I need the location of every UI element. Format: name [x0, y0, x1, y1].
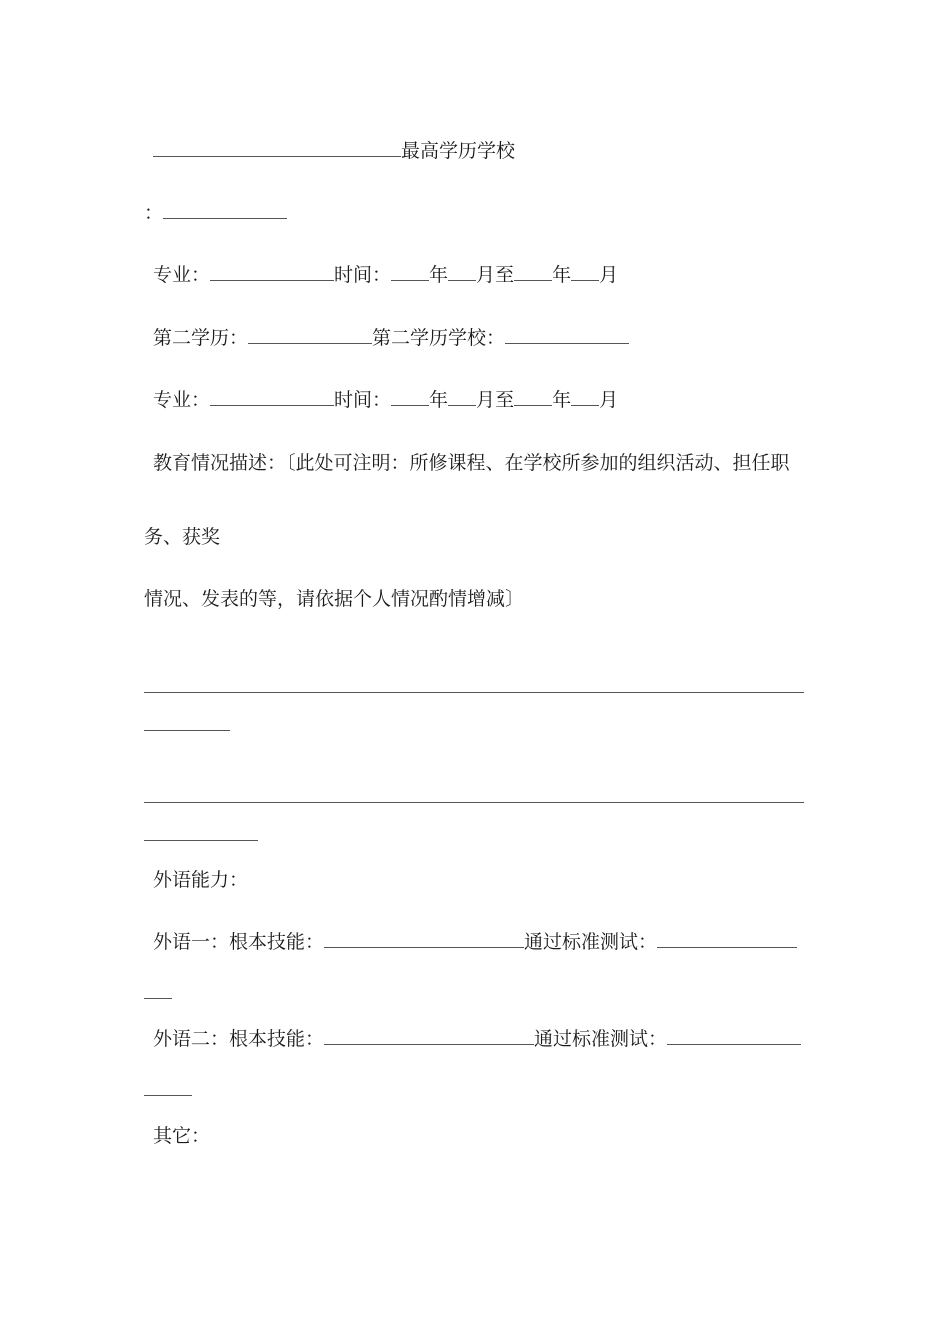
education-desc-line-3: 情况、发表的等，请依据个人情况酌情增减〕	[144, 588, 525, 610]
month-label: 月	[599, 264, 619, 286]
major-blank[interactable]	[210, 388, 334, 406]
major-row-2	[153, 388, 618, 412]
start-month-blank[interactable]	[448, 263, 476, 281]
language-2-skill-blank[interactable]	[324, 1027, 534, 1045]
language-2-continuation-line[interactable]	[144, 1095, 192, 1096]
year-label: 年	[552, 389, 572, 411]
highest-school-blank[interactable]	[153, 139, 401, 157]
education-desc-line-1: 教育情况描述：〔此处可注明：所修课程、在学校所参加的组织活动、担任职	[153, 452, 790, 474]
language-1-test-blank[interactable]	[657, 930, 797, 948]
education-desc-line-2: 务、获奖	[144, 526, 221, 548]
colon-label: ：	[144, 202, 164, 224]
language-2-test-label: 通过标准测试：	[534, 1028, 668, 1050]
month-label: 月	[476, 264, 496, 286]
major-row-1	[153, 263, 618, 287]
highest-school-value-row	[144, 201, 287, 225]
end-year-blank[interactable]	[514, 263, 552, 281]
second-degree-school-label: 第二学历学校：	[372, 327, 506, 349]
second-degree-label: 第二学历：	[153, 327, 249, 349]
end-month-blank[interactable]	[571, 388, 599, 406]
year-label: 年	[429, 264, 449, 286]
second-degree-blank[interactable]	[248, 326, 372, 344]
language-2-row	[153, 1027, 801, 1051]
language-heading: 外语能力：	[153, 869, 249, 891]
writing-line[interactable]	[144, 840, 258, 841]
year-label: 年	[429, 389, 449, 411]
start-year-blank[interactable]	[391, 388, 429, 406]
other-label: 其它：	[153, 1125, 211, 1147]
second-degree-school-blank[interactable]	[505, 326, 629, 344]
highest-school-row	[153, 139, 515, 163]
language-1-test-label: 通过标准测试：	[524, 931, 658, 953]
second-degree-row	[153, 326, 629, 350]
writing-line[interactable]	[144, 730, 230, 731]
writing-line[interactable]	[144, 692, 804, 693]
language-1-row	[153, 930, 797, 954]
to-label: 至	[495, 264, 515, 286]
language-2-test-blank[interactable]	[667, 1027, 801, 1045]
major-label: 专业：	[153, 264, 211, 286]
highest-school-label: 最高学历学校	[401, 140, 516, 162]
highest-school-value-blank[interactable]	[163, 201, 287, 219]
start-month-blank[interactable]	[448, 388, 476, 406]
month-label: 月	[476, 389, 496, 411]
language-1-skill-blank[interactable]	[324, 930, 524, 948]
end-year-blank[interactable]	[514, 388, 552, 406]
time-label: 时间：	[334, 264, 392, 286]
end-month-blank[interactable]	[571, 263, 599, 281]
writing-line[interactable]	[144, 802, 804, 803]
start-year-blank[interactable]	[391, 263, 429, 281]
language-1-label: 外语一：根本技能：	[153, 931, 325, 953]
language-2-label: 外语二：根本技能：	[153, 1028, 325, 1050]
major-label: 专业：	[153, 389, 211, 411]
month-label: 月	[599, 389, 619, 411]
year-label: 年	[552, 264, 572, 286]
to-label: 至	[495, 389, 515, 411]
time-label: 时间：	[334, 389, 392, 411]
language-1-continuation-line[interactable]	[144, 998, 172, 999]
major-blank[interactable]	[210, 263, 334, 281]
